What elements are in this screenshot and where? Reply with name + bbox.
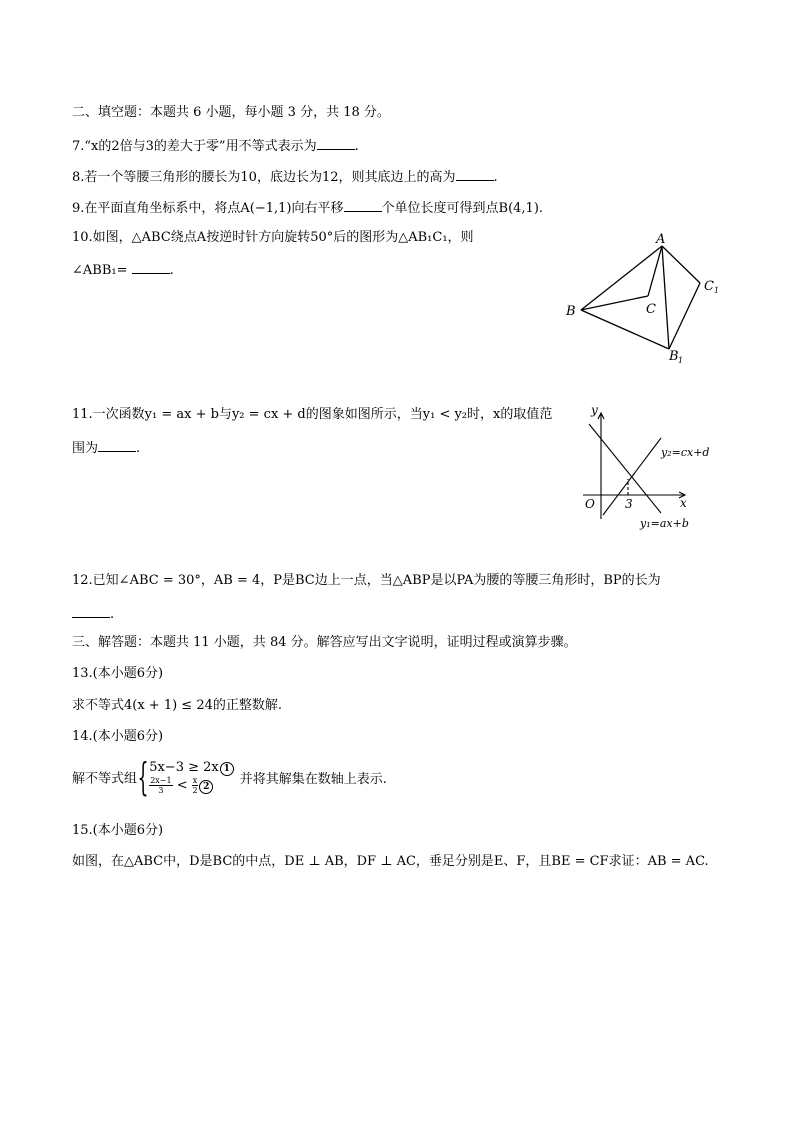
line-y2 xyxy=(603,438,661,515)
x-axis-label: x xyxy=(680,496,687,510)
y2-label: y₂=cx+d xyxy=(661,446,710,459)
q8-text: 8.若一个等腰三角形的腰长为10，底边长为12，则其底边上的高为 xyxy=(72,170,456,185)
section-2-heading: 二、填空题：本题共 6 小题，每小题 3 分，共 18 分。 xyxy=(72,105,390,120)
origin-label: O xyxy=(585,497,595,511)
q12-end: . xyxy=(110,607,115,622)
circle-mark-2: 2 xyxy=(199,780,213,794)
question-12-line-2 xyxy=(72,604,114,624)
q14-prefix: 解不等式组 xyxy=(72,771,138,787)
y-axis-label: y xyxy=(591,403,598,417)
circle-mark-1: 1 xyxy=(220,762,234,776)
segment-bc xyxy=(581,296,648,310)
question-10-line-2 xyxy=(72,260,174,280)
question-8 xyxy=(72,167,498,187)
inequality-2: $\frac{2x-1}{3}$ < $\frac{x}{2}$ 2 xyxy=(149,776,234,795)
q12-blank xyxy=(72,604,110,618)
q15-title: 15.(本小题6分) xyxy=(72,823,164,838)
label-c1-sub: 1 xyxy=(714,286,720,295)
question-9 xyxy=(72,198,543,218)
question-7 xyxy=(72,136,359,156)
q14-title: 14.(本小题6分) xyxy=(72,729,164,744)
segment-ab1 xyxy=(662,246,669,349)
line-y1 xyxy=(589,424,661,513)
inequality-system xyxy=(137,755,234,799)
segment-bb1 xyxy=(581,310,669,349)
q14-suffix: 并将其解集在数轴上表示. xyxy=(239,771,387,787)
q11-prefix: 围为 xyxy=(72,441,99,456)
segment-ac xyxy=(648,246,662,296)
q10-blank xyxy=(132,260,170,274)
q8-blank xyxy=(456,167,494,181)
q13-title: 13.(本小题6分) xyxy=(72,666,164,681)
label-a: A xyxy=(656,232,666,247)
q13-body: 求不等式4(x + 1) ≤ 24的正整数解. xyxy=(72,698,283,713)
question-12-line-1: 12.已知∠ABC = 30°，AB = 4，P是BC边上一点，当△ABP是以PA为腰的等腰三角形时，BP的长为 xyxy=(72,573,661,588)
question-10-line-1: 10.如图，△ABC绕点A按逆时针方向旋转50°后的图形为△AB₁C₁，则 xyxy=(72,230,474,245)
tick-label-3: 3 xyxy=(625,497,633,511)
section-3-heading: 三、解答题：本题共 11 小题，共 84 分。解答应写出文字说明，证明过程或演算步骤。 xyxy=(72,635,577,650)
label-b1-sub: 1 xyxy=(678,356,684,365)
segment-ab xyxy=(581,246,662,310)
segment-ac1 xyxy=(662,246,700,283)
q9-tail: 个单位长度可得到点B(4,1). xyxy=(381,201,544,216)
q7-end: . xyxy=(354,139,359,154)
q8-end: . xyxy=(493,170,498,185)
q10-end: . xyxy=(169,263,174,278)
q7-blank xyxy=(317,136,355,150)
y1-label: y₁=ax+b xyxy=(640,517,689,530)
q10-angle: ∠ABB₁= xyxy=(72,263,128,278)
label-c1: C xyxy=(704,279,714,294)
q11-blank xyxy=(98,438,136,452)
q9-text: 9.在平面直角坐标系中，将点A(−1,1)向右平移 xyxy=(72,201,344,216)
segment-b1c1 xyxy=(669,283,700,349)
q7-text: 7.“x的2倍与3的差大于零”用不等式表示为 xyxy=(72,139,317,154)
question-11-line-1: 11.一次函数y₁ = ax + b与y₂ = cx + d的图象如图所示，当y₁ < y₂时，x的取值范 xyxy=(72,407,553,422)
q11-end: . xyxy=(136,441,141,456)
label-b1: B xyxy=(669,349,679,364)
inequality-1: 5x−3 ≥ 2x 1 xyxy=(149,760,234,776)
label-c: C xyxy=(646,302,656,317)
q9-blank xyxy=(344,198,382,212)
q15-body: 如图，在△ABC中，D是BC的中点，DE ⊥ AB，DF ⊥ AC，垂足分别是E、F，且BE = CF求证：AB = AC. xyxy=(72,854,709,869)
system-brace: { xyxy=(137,755,149,799)
q14-body xyxy=(72,755,387,799)
question-11-line-2 xyxy=(72,438,140,458)
label-b: B xyxy=(566,304,576,319)
